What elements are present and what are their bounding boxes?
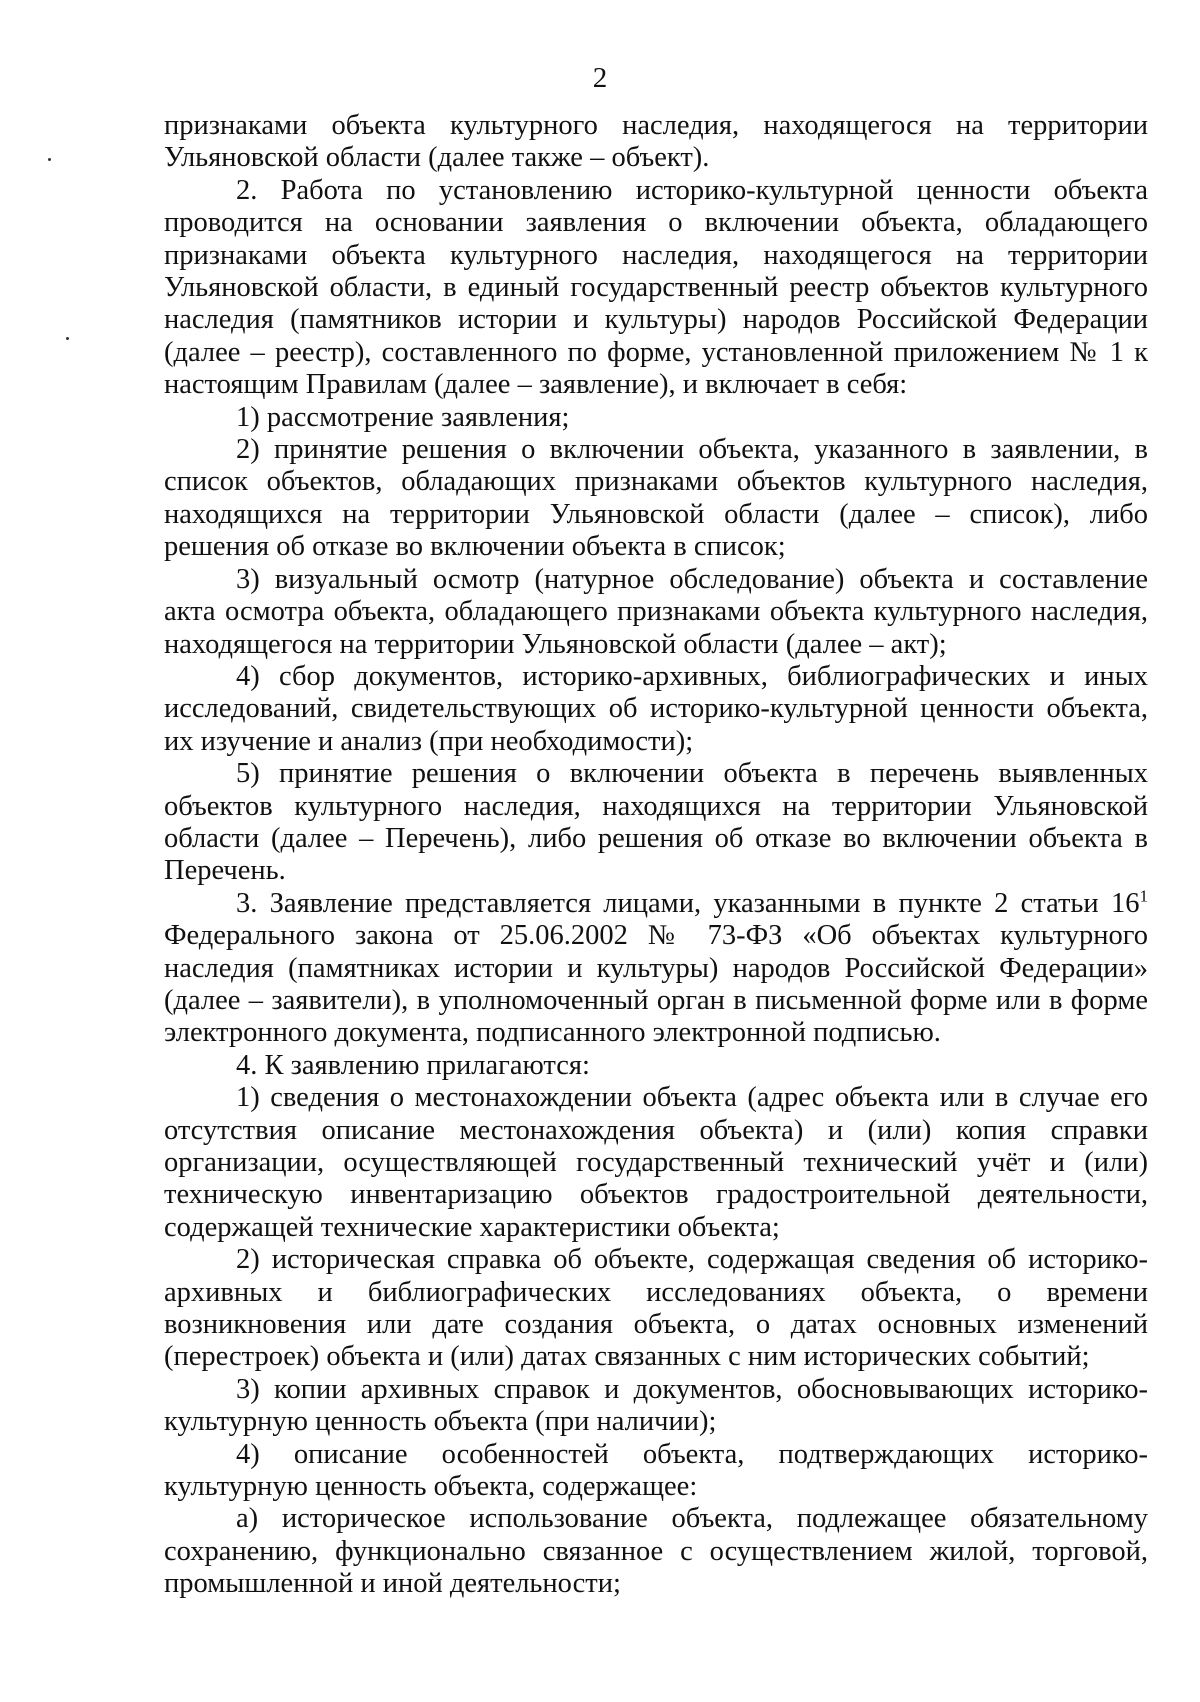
paragraph-subitem-1: 1) рассмотрение заявления; (236, 401, 570, 433)
paragraph-subitem-3: 3) визуальный осмотр (натурное обследование) объекта и составление акта осмотра объекта, обладающего признаками объекта культурного наследия, находящегося на территории Ульяновской области (далее – акт); (164, 563, 1148, 660)
paragraph-attachment-3: 3) копии архивных справок и документов, обосновывающих историко-культурную ценность объекта (при наличии); (164, 1373, 1148, 1438)
paragraph-item-3-text: 3. Заявление представляется лицами, указанными в пункте 2 статьи 16 (236, 887, 1140, 919)
article-superscript: 1 (1139, 886, 1148, 906)
page-number: 2 (592, 62, 608, 94)
document-body (164, 110, 1148, 1601)
paragraph-subitem-2: 2) принятие решения о включении объекта, указанного в заявлении, в список объектов, обладающих признаками объектов культурного наследия, находящихся на территории Ульяновской области (далее – список), либо решения об отказе во включении объекта в список; (164, 434, 1148, 563)
paragraph-attachment-4: 4) описание особенностей объекта, подтверждающих историко-культурную ценность объекта, содержащее: (164, 1438, 1148, 1503)
paragraph-attachment-2: 2) историческая справка об объекте, содержащая сведения об историко-архивных и библиографических исследованиях объекта, о времени возникновения или дате создания объекта, о датах основных изменений (перестроек) объекта и (или) датах связанных с ним исторических событий; (164, 1244, 1148, 1373)
paragraph-attachment-4a: а) историческое использование объекта, подлежащее обязательному сохранению, функционально связанное с осуществлением жилой, торговой, промышленной и иной деятельности; (164, 1503, 1148, 1600)
paragraph-subitem-4: 4) сбор документов, историко-архивных, библиографических и иных исследований, свидетельствующих об историко-культурной ценности объекта, их изучение и анализ (при необходимости); (164, 660, 1148, 757)
paragraph-attachment-1: 1) сведения о местонахождении объекта (адрес объекта или в случае его отсутствия описание местонахождения объекта) и (или) копия справки организации, осуществляющей государственный технический учёт и (или) техническую инвентаризацию объектов градостроительной деятельности, содержащей технические характеристики объекта; (164, 1082, 1148, 1243)
paragraph-item-3-text-cont: Федерального закона от 25.06.2002 № 73-ФЗ «Об объектах культурного наследия (памятниках истории и культуры) народов Российской Федерации» (далее – заявители), в уполномоченный орган в письменной форме или в форме электронного документа, подписанного электронной подписью. (164, 920, 1148, 1049)
scan-speck (48, 158, 51, 161)
paragraph-item-4: 4. К заявлению прилагаются: (236, 1049, 590, 1081)
paragraph-item-2: 2. Работа по установлению историко-культурной ценности объекта проводится на основании заявления о включении объекта, обладающего признаками объекта культурного наследия, находящегося на территории Ульяновской области, в единый государственный реестр объектов культурного наследия (памятников истории и культуры) народов Российской Федерации (далее – реестр), составленного по форме, установленной приложением № 1 к настоящим Правилам (далее – заявление), и включает в себя: (164, 174, 1148, 401)
paragraph-continuation: признаками объекта культурного наследия, находящегося на территории Ульяновской области (далее также – объект). (164, 110, 1148, 174)
paragraph-subitem-5: 5) принятие решения о включении объекта в перечень выявленных объектов культурного наследия, находящихся на территории Ульяновской области (далее – Перечень), либо решения об отказе во включении объекта в Перечень. (164, 758, 1148, 887)
scan-speck (66, 337, 69, 340)
paragraph-item-3 (164, 888, 1148, 1050)
